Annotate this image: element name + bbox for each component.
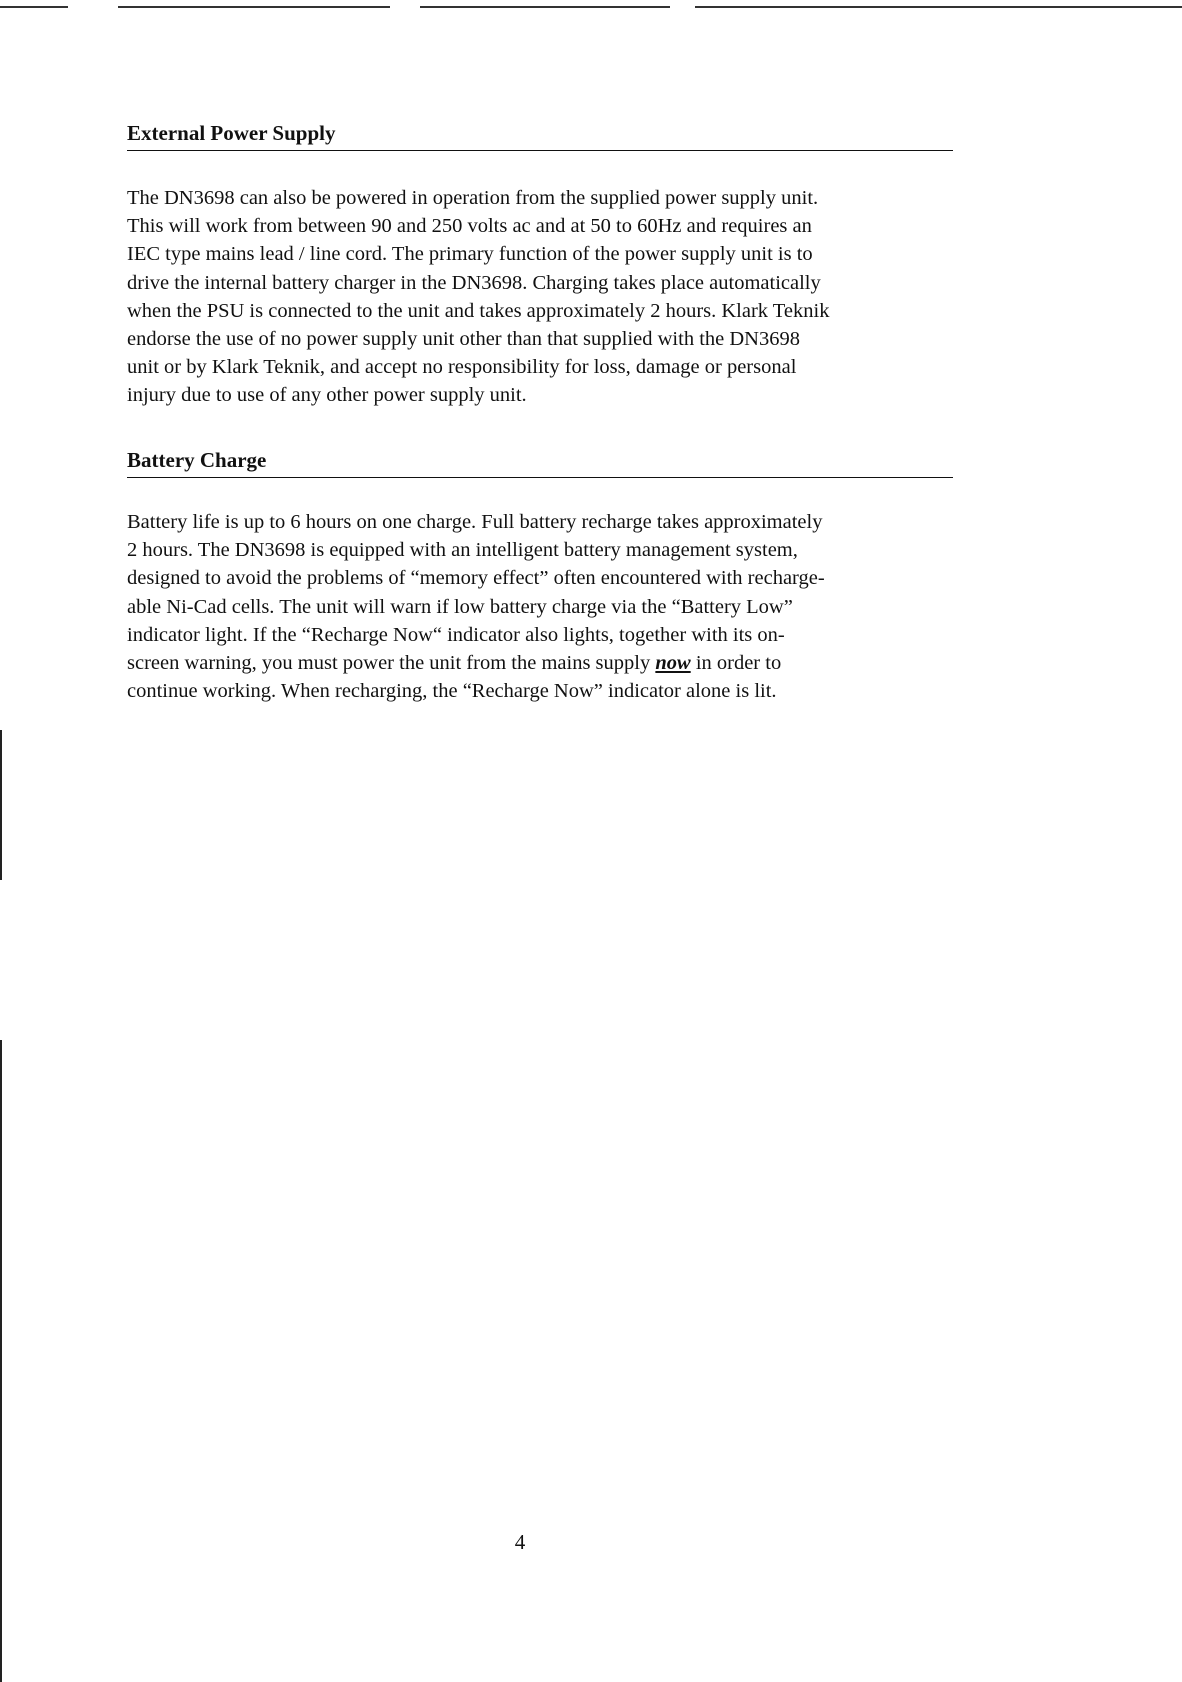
text-line: designed to avoid the problems of “memory effect” often encountered with recharge- [127,567,825,590]
text-line: unit or by Klark Teknik, and accept no responsibility for loss, damage or personal [127,356,797,379]
text-line: Battery life is up to 6 hours on one charge. Full battery recharge takes approximately [127,511,823,533]
scan-left-edge [0,730,2,880]
text-line [127,649,953,677]
section-body [127,508,953,705]
text-run: in order to [690,652,782,675]
section-heading: Battery Charge [127,447,953,478]
text-run: screen warning, you must power the unit from the mains supply [127,652,656,675]
text-line: indicator light. If the “Recharge Now“ indicator also lights, together with its on- [127,623,785,646]
section-body [127,184,953,410]
text-line: The DN3698 can also be powered in operation from the supplied power supply unit. [127,187,819,209]
text-line: when the PSU is connected to the unit and takes approximately 2 hours. Klark Teknik [127,299,830,322]
text-line: continue working. When recharging, the “Recharge Now” indicator alone is lit. [127,680,777,703]
emphasized-word: now [655,652,691,675]
text-line: 2 hours. The DN3698 is equipped with an intelligent battery management system, [127,539,798,562]
text-line: IEC type mains lead / line cord. The primary function of the power supply unit is to [127,243,813,266]
scan-top-rule [0,6,1182,8]
page-number: 4 [514,1530,526,1554]
text-line: able Ni-Cad cells. The unit will warn if low battery charge via the “Battery Low” [127,595,793,618]
text-line: endorse the use of no power supply unit other than that supplied with the DN3698 [127,328,800,351]
text-line: drive the internal battery charger in the DN3698. Charging takes place automatically [127,271,821,294]
external-power-supply-section [127,120,953,410]
scan-left-edge [0,1040,2,1682]
text-line: injury due to use of any other power supply unit. [127,384,527,407]
text-line: This will work from between 90 and 250 volts ac and at 50 to 60Hz and requires an [127,215,812,238]
battery-charge-section [127,447,953,705]
section-heading: External Power Supply [127,120,953,151]
